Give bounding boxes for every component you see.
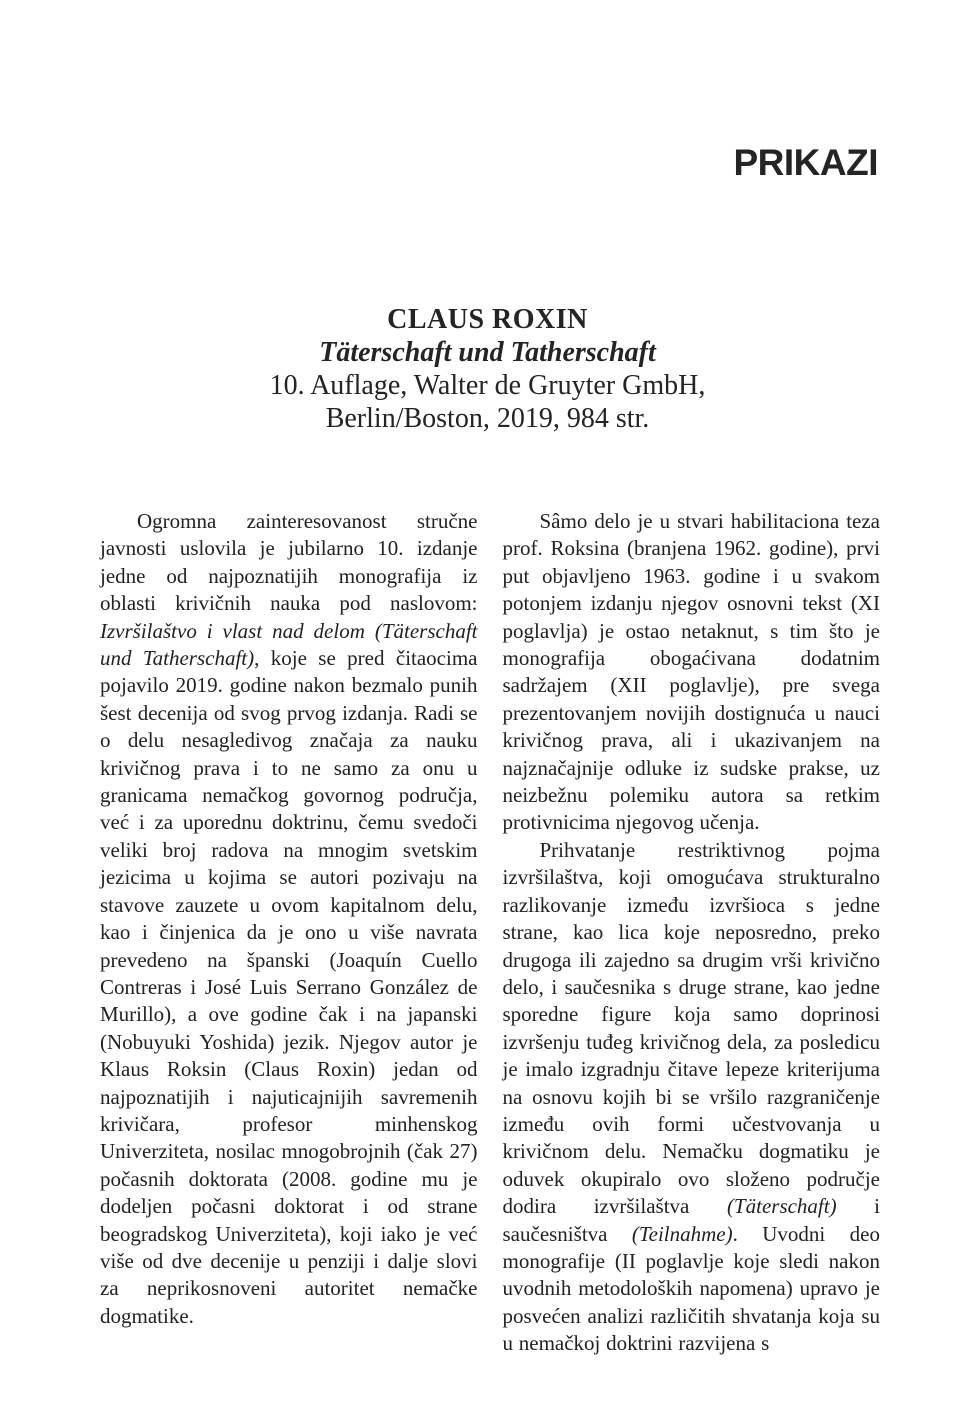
left-column — [100, 508, 478, 1358]
review-title-block — [0, 303, 975, 435]
book-title: Täterschaft und Tatherschaft — [319, 337, 656, 368]
book-edition-line: 10. Auflage, Walter de Gruyter GmbH, — [269, 370, 706, 401]
paragraph — [100, 508, 478, 1330]
text-run: , koje se pred čitaocima pojavilo 2019. godine nakon bezmalo punih šest decenija od svog prvog izdanja. Radi se o delu nesagledivog značaja za nauku krivičnog prava i to ne samo za onu u granicama nemačkog govornog područja, već i za uporednu doktrinu, čemu svedoči veliki broj radova na mnogim svetskim jezicima u kojima se autori pozivaju na stavove zauzete u ovom kapitalnom delu, kao i činjenica da je ono u više navrata prevedeno na španski (Joaquín Cuello Contreras i José Luis Serrano González de Murillo), a ove godine čak i na japanski (Nobuyuki Yoshida) jezik. Njegov autor je Klaus Roksin (Claus Roxin) jedan od najpoznatijih i najuticajnijih savremenih krivičara, profesor minhenskog Univerziteta, nosilac mnogobrojnih (čak 27) počasnih doktorata (2008. godine mu je dodeljen počasni doktorat i od strane beogradskog Univerziteta), koji iako je već više od dve decenije u penziji i dalje slovi za neprikosnoveni autoritet nemačke dogmatike. — [100, 646, 478, 1328]
text-run: Prihvatanje restriktivnog pojma izvršilaštva, koji omogućava strukturalno razlikovanje između izvršioca s jedne strane, kao lica koje neposredno, preko drugoga ili zajedno sa drugim vrši krivično delo, i saučesnika s druge strane, kao jedne sporedne figure koja samo doprinosi izvršenju tuđeg krivičnog dela, za posledicu je imalo izgradnju čitave lepeze kriterijuma na osnovu kojih bi se vršilo razgraničenje između ovih formi učestvovanja u krivičnom delu. Nemačku dogmatiku je oduvek okupiralo ovo složeno područje dodira izvršilaštva — [502, 837, 880, 1219]
text-run: Ogromna zainteresovanost stručne javnosti uslovila je jubilarno 10. izdanje jedne od najpoznatijih monografija iz oblasti krivičnih nauka pod naslovom: — [100, 509, 478, 616]
text-run: . Uvodni deo monografije (II poglavlje koje sledi nakon uvodnih metodoloških napomena) upravo je posvećen analizi različitih shvatanja koja su u nemačkoj doktrini razvijena s — [502, 1221, 880, 1356]
paragraph — [503, 837, 881, 1358]
right-column — [503, 508, 881, 1358]
section-heading: PRIKAZI — [733, 142, 878, 183]
book-author: CLAUS ROXIN — [387, 304, 588, 335]
italic-text-run: (Teilnahme) — [631, 1221, 733, 1246]
text-run — [365, 619, 375, 643]
text-run: i saučesništva — [502, 1194, 880, 1246]
italic-text-run: (Täterschaft und Tatherschaft) — [100, 618, 478, 671]
italic-text-run: (Täterschaft) — [726, 1194, 837, 1219]
text-run: Sâmo delo je u stvari habilitaciona teza prof. Roksina (branjena 1962. godine), prvi put objavljeno 1963. godine i u svakom potonjem izdanju njegov osnovni tekst (XI poglavlja) je ostao netaknut, s tim što je monografija obogaćivana dodatnim sadržajem (XII poglavlje), pre svega prezentovanjem novijih dostignuća u nauci krivičnog prava, ali i ukazivanjem na najznačajnije odluke iz sudske prakse, uz neizbežnu polemiku autora sa retkim protivnicima njegovog učenja. — [502, 509, 880, 835]
two-column-text-body — [100, 508, 880, 1358]
paragraph — [503, 508, 881, 837]
italic-text-run: Izvršilaštvo i vlast nad delom — [100, 618, 365, 643]
book-publication-line: Berlin/Boston, 2019, 984 str. — [325, 403, 650, 434]
